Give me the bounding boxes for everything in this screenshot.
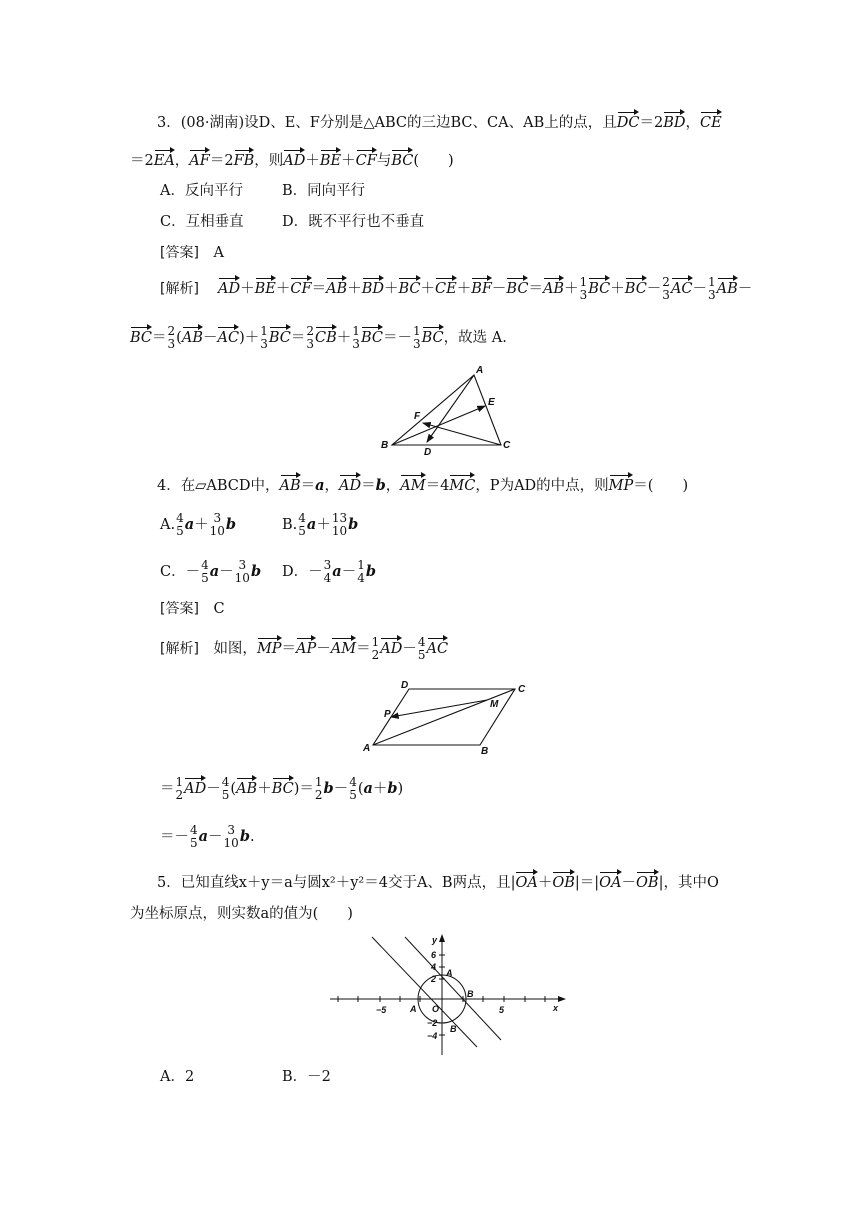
parallelogram-abcd — [373, 689, 515, 745]
line-x-plus-y-eq-2 — [372, 937, 477, 1047]
analysis-tag: [解析] — [160, 281, 199, 297]
fig4-label-m: M — [490, 699, 499, 710]
q5-line-1: 5．已知直线x＋y＝a与圆x²＋y²＝4交于A、B两点，且|OA＋OB|＝|OA－OB|，其中O — [157, 871, 719, 893]
fig4-label-b: B — [481, 746, 489, 757]
y-tick-neg4: −4 — [427, 1031, 438, 1041]
q5-line-2 — [130, 904, 353, 924]
point-b-right: B — [467, 989, 474, 999]
q3-option-c: C．互相垂直 — [160, 214, 244, 230]
q3-line-1: 3．(08·湖南)设D、E、F分别是△ABC的三边BC、CA、AB上的点，且DC＝2BD，CE — [157, 111, 722, 133]
analysis-tag: [解析] — [160, 641, 199, 657]
q3-option-d: D．既不平行也不垂直 — [282, 214, 425, 230]
fig4-label-a: A — [363, 743, 371, 754]
q5-text-1-tail: |，其中O — [658, 875, 719, 891]
q4-analysis-line-2: ＝ 1 2 AD－ 4 5 (AB＋BC)＝ 1 2 b－ 4 5 (a＋b) — [160, 775, 404, 802]
q3-option-b: B．同向平行 — [282, 183, 366, 199]
q3-options-row-2 — [160, 212, 425, 232]
point-a-upper: A — [446, 968, 453, 978]
fig4-label-c: C — [518, 684, 526, 695]
q4-options-row-1 — [160, 511, 359, 538]
x-tick-neg5: −5 — [376, 1005, 387, 1015]
q4-option-c: C．－ 4 5 a－ 3 10 b — [160, 558, 262, 585]
point-b-lower: B — [450, 1024, 457, 1034]
fig3-label-e: E — [488, 397, 495, 408]
y-tick-2: 2 — [431, 974, 437, 984]
q4-options-row-2 — [160, 558, 376, 585]
q3-answer — [160, 243, 224, 263]
q4-option-a: A. 4 5 a＋ 3 10 b — [160, 511, 237, 538]
q3-analysis-line-1: [解析] AD＋BE＋CF＝AB＋BD＋BC＋CE＋BF－BC＝AB＋ 1 3 BC＋BC－ 2 3 AC－ 1 3 AB－ — [160, 275, 753, 302]
q3-analysis-tail: ，故选 A. — [443, 330, 507, 346]
q5-option-b: B．－2 — [282, 1069, 331, 1085]
q4-option-d: D．－ 3 4 a－ 1 4 b — [282, 558, 376, 585]
fig4-label-d: D — [401, 680, 409, 691]
triangle-abc — [392, 375, 501, 445]
fig3-label-f: F — [414, 411, 421, 422]
segment-ad — [427, 375, 474, 442]
fig3-label-d: D — [424, 447, 432, 458]
diagonal-ac — [373, 689, 515, 745]
q5-option-a: A．2 — [160, 1069, 195, 1085]
q3-option-a: A．反向平行 — [160, 183, 243, 199]
y-tick-6: 6 — [431, 950, 437, 960]
fig3-label-c: C — [503, 440, 511, 451]
line-x-plus-y-eq-neg2 — [405, 937, 501, 1040]
q4-option-b: B. 4 5 a＋ 13 10 b — [282, 511, 359, 538]
y-tick-4: 4 — [431, 962, 437, 972]
q5-options — [160, 1067, 331, 1087]
q4-mid: ，P为AD的中点，则 — [475, 478, 609, 494]
point-a-left: A — [410, 1004, 417, 1014]
q4-analysis-lead: 如图， — [213, 641, 257, 657]
q4-answer — [160, 599, 225, 619]
q4-intro: 4．在▱ABCD中， — [157, 478, 280, 494]
answer-tag: [答案] — [160, 245, 199, 261]
q3-analysis-line-2: BC＝ 2 3 (AB－AC)＋ 1 3 BC＝ 2 3 CB＋ 1 3 BC＝－ 1 3 BC，故选 A. — [130, 324, 507, 351]
segment-be — [392, 406, 485, 445]
answer-value: A — [213, 245, 224, 261]
q4-analysis-line-3: ＝－ 4 5 a－ 3 10 b. — [160, 823, 255, 850]
q5-text-1: 5．已知直线x＋y＝a与圆x²＋y²＝4交于A、B两点，且| — [157, 875, 516, 891]
q4-analysis-line-1: [解析] 如图，MP＝AP－AM＝ 1 2 AD－ 4 5 AC — [160, 635, 449, 662]
q5-text-2: 为坐标原点，则实数a的值为( ) — [130, 906, 353, 922]
fig3-label-a: A — [476, 365, 484, 376]
axis-label-y: y — [432, 935, 438, 945]
origin-label: O — [432, 1004, 440, 1014]
x-tick-5: 5 — [499, 1005, 505, 1015]
q3-line-2: ＝2EA，AF＝2FB，则AD＋BE＋CF与BC( ) — [130, 149, 454, 171]
answer-value: C — [213, 601, 225, 617]
q3-intro: 3．(08·湖南)设D、E、F分别是△ABC的三边BC、CA、AB上的点，且 — [157, 115, 617, 131]
circle-x2-y2-4 — [418, 975, 466, 1023]
segment-cf — [423, 423, 501, 445]
q3-options-row-1 — [160, 181, 366, 201]
segment-mp — [391, 700, 487, 717]
fig3-label-b: B — [381, 440, 389, 451]
fig4-label-p: P — [384, 709, 391, 720]
answer-tag: [答案] — [160, 601, 199, 617]
q4-line-1: 4．在▱ABCD中，AB＝a，AD＝b，AM＝4MC，P为AD的中点，则MP＝( ) — [157, 474, 688, 496]
axis-label-x: x — [553, 1003, 559, 1013]
y-tick-neg2: −2 — [427, 1018, 438, 1028]
